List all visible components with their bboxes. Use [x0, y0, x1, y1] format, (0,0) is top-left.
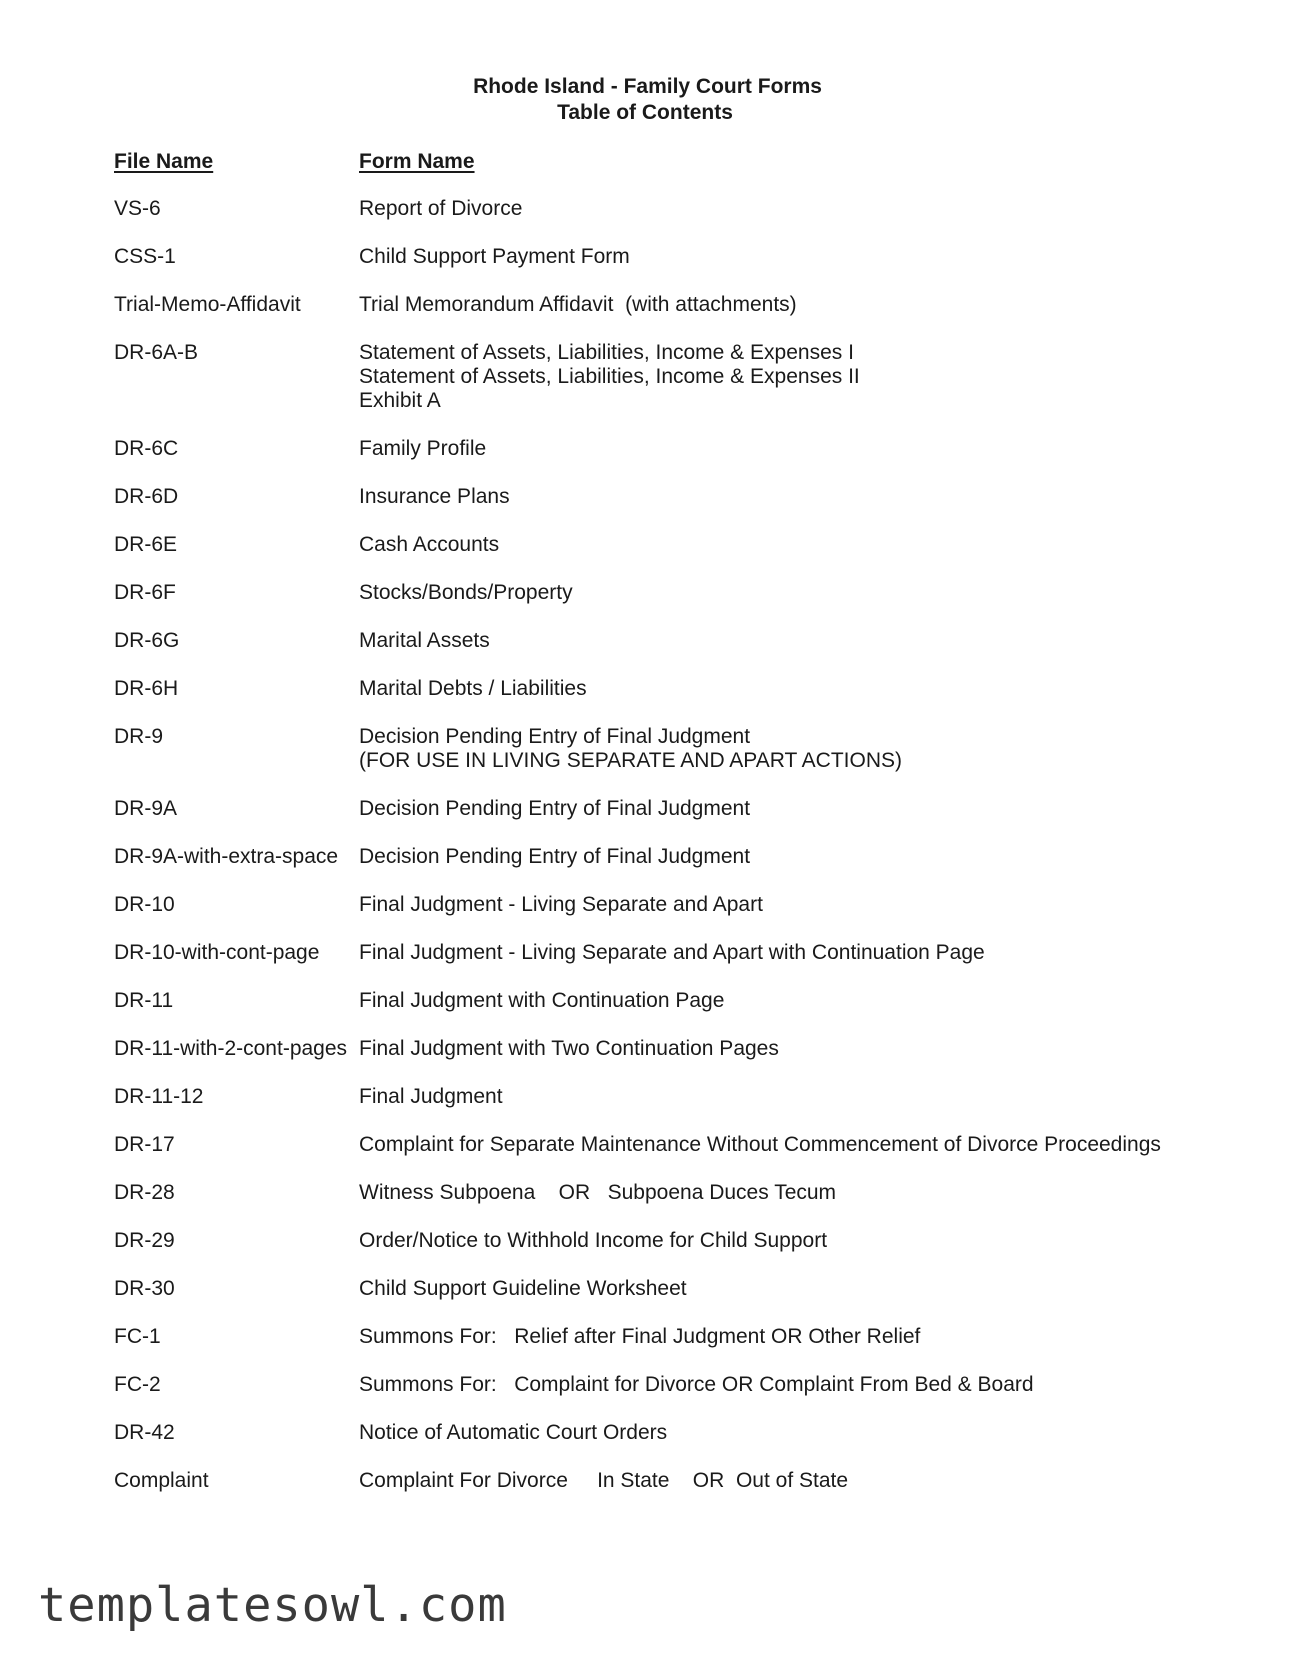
- form-name-line: (FOR USE IN LIVING SEPARATE AND APART ACTIONS): [359, 749, 903, 772]
- form-name-line: Final Judgment - Living Separate and Apart with Continuation Page: [359, 941, 985, 964]
- form-name-line: Complaint for Separate Maintenance Without Commencement of Divorce Proceedings: [359, 1133, 1161, 1156]
- form-name-cell: [359, 533, 1234, 557]
- table-row: [114, 437, 1234, 461]
- file-name-cell: DR-6F: [114, 581, 176, 604]
- table-row: [114, 893, 1234, 917]
- file-name-cell: DR-29: [114, 1229, 175, 1252]
- file-name-cell: DR-28: [114, 1181, 175, 1204]
- form-name-line: Summons For: Complaint for Divorce OR Complaint From Bed & Board: [359, 1373, 1034, 1396]
- form-name-cell: [359, 197, 1234, 221]
- form-name-line: Stocks/Bonds/Property: [359, 581, 573, 604]
- table-row: [114, 845, 1234, 869]
- table-row: [114, 941, 1234, 965]
- form-name-cell: [359, 989, 1234, 1013]
- document-title: [0, 74, 1290, 126]
- form-name-line: Report of Divorce: [359, 197, 523, 220]
- table-row: [114, 1133, 1234, 1157]
- form-name-cell: [359, 893, 1234, 917]
- table-row: [114, 1469, 1234, 1493]
- column-headers: [114, 150, 1214, 178]
- file-name-cell: DR-11-with-2-cont-pages: [114, 1037, 348, 1060]
- file-name-cell: DR-6H: [114, 677, 179, 700]
- file-name-cell: DR-6C: [114, 437, 179, 460]
- table-row: [114, 533, 1234, 557]
- form-name-line: Final Judgment: [359, 1085, 503, 1108]
- form-name-cell: [359, 629, 1234, 653]
- file-name-cell: DR-6A-B: [114, 341, 199, 364]
- form-name-cell: [359, 341, 1234, 413]
- form-name-line: Statement of Assets, Liabilities, Income & Expenses II: [359, 365, 860, 388]
- table-row: [114, 797, 1234, 821]
- table-row: [114, 245, 1234, 269]
- form-name-line: Child Support Payment Form: [359, 245, 630, 268]
- table-row: [114, 1325, 1234, 1349]
- table-row: [114, 989, 1234, 1013]
- form-name-cell: [359, 797, 1234, 821]
- table-row: [114, 1085, 1234, 1109]
- file-name-cell: DR-11: [114, 989, 174, 1012]
- file-name-cell: VS-6: [114, 197, 161, 220]
- file-name-cell: FC-2: [114, 1373, 161, 1396]
- table-row: [114, 1277, 1234, 1301]
- file-name-cell: DR-42: [114, 1421, 175, 1444]
- form-name-cell: [359, 941, 1234, 965]
- table-row: [114, 485, 1234, 509]
- table-row: [114, 581, 1234, 605]
- table-row: [114, 1421, 1234, 1445]
- form-name-line: Notice of Automatic Court Orders: [359, 1421, 668, 1444]
- form-name-cell: [359, 245, 1234, 269]
- file-name-cell: DR-6D: [114, 485, 179, 508]
- file-name-cell: DR-10: [114, 893, 175, 916]
- form-name-cell: [359, 677, 1234, 701]
- form-name-line: Decision Pending Entry of Final Judgment: [359, 845, 751, 868]
- form-name-line: Final Judgment with Two Continuation Pages: [359, 1037, 779, 1060]
- table-row: [114, 293, 1234, 317]
- form-name-header: Form Name: [359, 150, 475, 173]
- form-name-line: Statement of Assets, Liabilities, Income & Expenses I: [359, 341, 854, 364]
- form-name-line: Exhibit A: [359, 389, 441, 412]
- file-name-cell: DR-9A: [114, 797, 178, 820]
- form-name-cell: [359, 1181, 1234, 1205]
- form-name-line: Summons For: Relief after Final Judgment OR Other Relief: [359, 1325, 921, 1348]
- title-line-2: Table of Contents: [557, 101, 733, 124]
- file-name-cell: DR-6E: [114, 533, 178, 556]
- table-row: [114, 725, 1234, 773]
- form-name-cell: [359, 1133, 1234, 1157]
- file-name-cell: DR-11-12: [114, 1085, 204, 1108]
- form-name-cell: [359, 1373, 1234, 1397]
- form-name-line: Final Judgment - Living Separate and Apart: [359, 893, 763, 916]
- table-row: [114, 1373, 1234, 1397]
- file-name-cell: DR-30: [114, 1277, 175, 1300]
- table-row: [114, 197, 1234, 221]
- form-name-line: Trial Memorandum Affidavit (with attachments): [359, 293, 797, 316]
- form-name-cell: [359, 725, 1234, 773]
- file-name-header: File Name: [114, 150, 214, 173]
- file-name-cell: Complaint: [114, 1469, 209, 1492]
- form-name-cell: [359, 437, 1234, 461]
- form-name-line: Decision Pending Entry of Final Judgment: [359, 725, 751, 748]
- table-row: [114, 341, 1234, 413]
- form-name-cell: [359, 1277, 1234, 1301]
- form-name-line: Complaint For Divorce In State OR Out of State: [359, 1469, 849, 1492]
- file-name-cell: Trial-Memo-Affidavit: [114, 293, 301, 316]
- file-name-cell: CSS-1: [114, 245, 176, 268]
- table-row: [114, 1037, 1234, 1061]
- form-name-cell: [359, 1229, 1234, 1253]
- file-name-cell: DR-9A-with-extra-space: [114, 845, 339, 868]
- form-name-cell: [359, 845, 1234, 869]
- form-name-cell: [359, 1325, 1234, 1349]
- form-name-line: Order/Notice to Withhold Income for Child Support: [359, 1229, 828, 1252]
- form-name-line: Final Judgment with Continuation Page: [359, 989, 725, 1012]
- form-name-line: Marital Assets: [359, 629, 490, 652]
- title-line-1: Rhode Island - Family Court Forms: [473, 75, 822, 98]
- form-name-line: Family Profile: [359, 437, 487, 460]
- form-name-cell: [359, 293, 1234, 317]
- form-name-line: Decision Pending Entry of Final Judgment: [359, 797, 751, 820]
- table-row: [114, 629, 1234, 653]
- form-name-line: Insurance Plans: [359, 485, 510, 508]
- form-name-cell: [359, 485, 1234, 509]
- form-name-cell: [359, 1037, 1234, 1061]
- table-row: [114, 1181, 1234, 1205]
- file-name-cell: DR-9: [114, 725, 164, 748]
- form-name-cell: [359, 1085, 1234, 1109]
- file-name-cell: DR-17: [114, 1133, 175, 1156]
- watermark-text: templatesowl.com: [38, 1578, 507, 1633]
- form-name-line: Witness Subpoena OR Subpoena Duces Tecum: [359, 1181, 837, 1204]
- form-name-cell: [359, 581, 1234, 605]
- form-name-line: Cash Accounts: [359, 533, 500, 556]
- forms-table: [114, 197, 1234, 1517]
- file-name-cell: DR-6G: [114, 629, 180, 652]
- file-name-cell: FC-1: [114, 1325, 161, 1348]
- form-name-line: Marital Debts / Liabilities: [359, 677, 587, 700]
- file-name-cell: DR-10-with-cont-page: [114, 941, 320, 964]
- form-name-line: Child Support Guideline Worksheet: [359, 1277, 687, 1300]
- form-name-cell: [359, 1421, 1234, 1445]
- table-row: [114, 677, 1234, 701]
- form-name-cell: [359, 1469, 1234, 1493]
- table-row: [114, 1229, 1234, 1253]
